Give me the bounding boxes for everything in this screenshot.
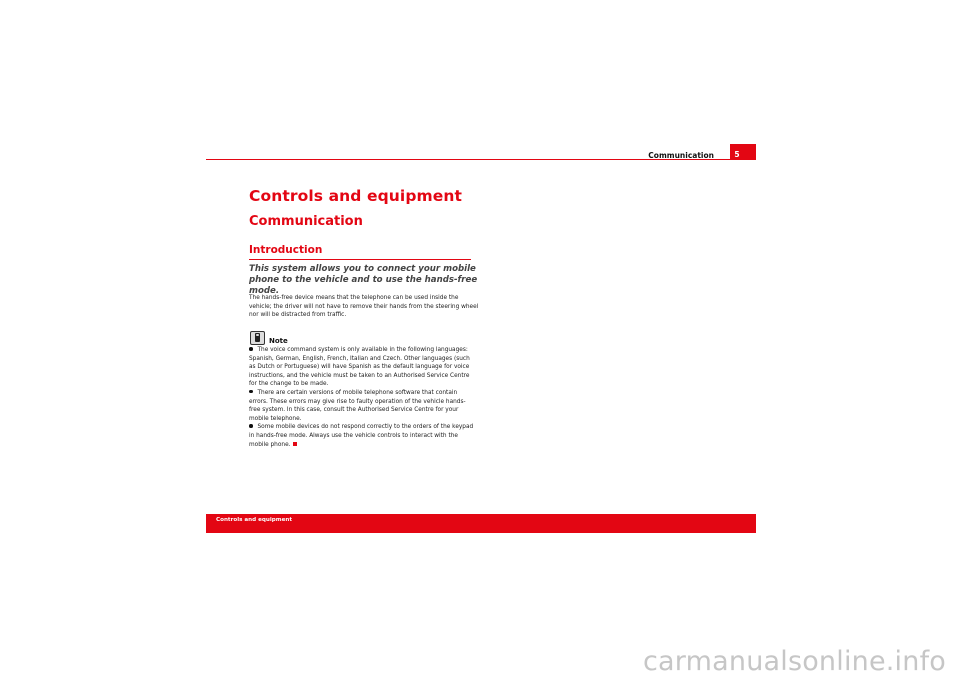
page-number: 5 — [734, 150, 740, 159]
note-bullet-text: The voice command system is only available in the following languages: Spanish, German, English, French, Italian and Czech. Other languages (such as Dutch or Portuguese) will have Spanish as the default language for voice instructions, and the vehicle must be taken to an Authorised Service Centre for the change to be made. — [249, 347, 470, 388]
end-of-section-icon — [293, 442, 297, 446]
chapter-heading: Controls and equipment — [249, 187, 463, 205]
watermark-text: carmanualsonline.info — [643, 646, 946, 677]
note-label: Note — [269, 337, 288, 345]
bullet-icon — [249, 424, 253, 428]
body-paragraph: The hands-free device means that the telephone can be used inside the vehicle; the driver will not have to remove their hands from the steering wheel nor will be distracted from traffic. — [249, 295, 479, 319]
subsection-heading: Introduction — [249, 244, 323, 256]
footer-bar — [206, 514, 756, 533]
header-section-title: Communication — [648, 151, 714, 160]
subsection-rule — [249, 259, 471, 260]
page-number-box — [730, 144, 756, 160]
bullet-icon — [249, 390, 253, 394]
note-bullet-text: There are certain versions of mobile telephone software that contain errors. These errors may give rise to faulty operation of the vehicle hands-free system. In this case, consult the Authorised Service Centre for your mobile telephone. — [249, 389, 466, 422]
note-bullet-item — [249, 389, 477, 423]
section-heading: Communication — [249, 214, 363, 229]
note-bullet-text: Some mobile devices do not respond correctly to the orders of the keypad in hands-free mode. Always use the vehicle controls to interact with the mobile phone. — [249, 424, 474, 448]
bullet-icon — [249, 347, 253, 351]
info-icon — [250, 331, 265, 345]
intro-text: This system allows you to connect your mobile phone to the vehicle and to use the hands-free mode. — [249, 264, 478, 296]
note-bullet-item — [249, 346, 477, 389]
note-bullet-item — [249, 423, 477, 449]
footer-chapter-label: Controls and equipment — [216, 517, 293, 523]
note-bullet-list — [249, 346, 477, 449]
